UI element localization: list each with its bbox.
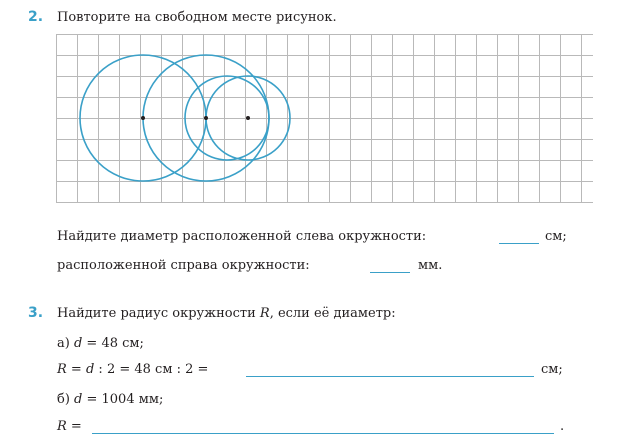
var-R: R xyxy=(57,362,67,377)
equals-sign: = xyxy=(66,362,86,377)
var-R: R xyxy=(259,306,270,321)
answer-blank-part-b[interactable] xyxy=(92,433,554,434)
var-d: d xyxy=(74,392,83,407)
part-a-expression: : 2 = 48 см : 2 = xyxy=(94,362,209,377)
center-point-3 xyxy=(246,116,250,120)
answer-blank-part-a[interactable] xyxy=(246,376,534,377)
part-b-given xyxy=(57,392,163,408)
unit-cm: см; xyxy=(545,229,567,244)
part-b-calculation xyxy=(57,419,82,435)
var-d: d xyxy=(85,362,95,377)
period: . xyxy=(560,419,565,434)
part-a-calculation xyxy=(57,362,208,378)
task-3-instruction-suffix: , если её диаметр: xyxy=(269,306,396,321)
answer-blank-left-diameter[interactable] xyxy=(499,243,539,244)
task-2-instruction: Повторите на свободном месте рисунок. xyxy=(57,10,337,25)
part-a-value: = 48 см; xyxy=(82,336,144,351)
task-3-instruction-prefix: Найдите радиус окружности xyxy=(57,306,260,321)
task-2-number: 2. xyxy=(28,9,44,25)
task-2-question-left: Найдите диаметр расположенной слева окружности: xyxy=(57,229,427,244)
unit-cm-a: см; xyxy=(541,362,563,377)
part-a-given xyxy=(57,336,144,352)
center-point-2 xyxy=(204,116,208,120)
task-3-instruction xyxy=(57,306,396,322)
task-3-number: 3. xyxy=(28,305,44,321)
equals-sign: = xyxy=(66,419,82,434)
var-R: R xyxy=(57,419,67,434)
part-b-value: = 1004 мм; xyxy=(82,392,164,407)
var-d: d xyxy=(73,336,83,351)
drawing-grid xyxy=(56,34,594,210)
part-b-label: б) xyxy=(57,392,75,407)
grid-lines xyxy=(56,34,593,203)
unit-mm: мм. xyxy=(418,258,443,273)
center-point-1 xyxy=(141,116,145,120)
answer-blank-right-diameter[interactable] xyxy=(370,272,410,273)
task-2-question-right: расположенной справа окружности: xyxy=(57,258,310,273)
part-a-label: а) xyxy=(57,336,74,351)
